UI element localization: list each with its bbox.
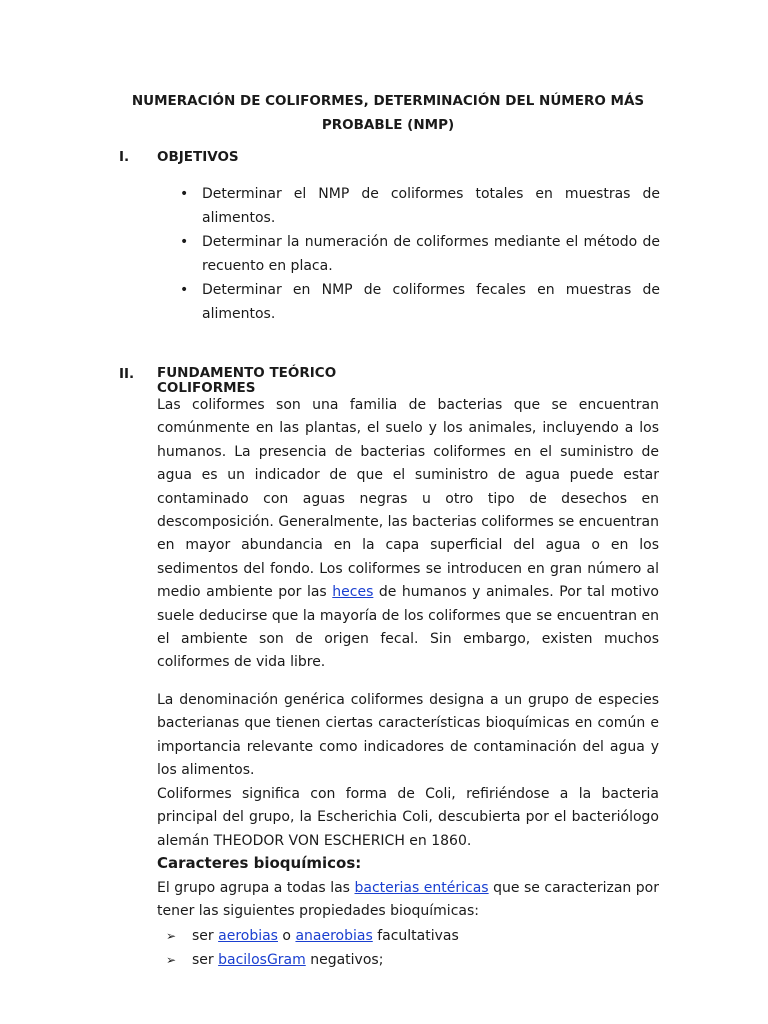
arrow-bullet-icon: ➢ [166,953,177,967]
section-2-title: FUNDAMENTO TEÓRICO [157,365,337,381]
list-item: • Determinar el NMP de coliformes totales en muestras de alimentos. [174,182,660,230]
arrow-bullet-icon: ➢ [166,929,177,943]
link-gram[interactable]: Gram [266,952,306,968]
paragraph-denominacion: La denominación genérica coliformes designa a un grupo de especies bacterianas que tienen ciertas características bioquímicas en común e importancia relevante como indicadores de contaminación del agua y los alimentos. [157,692,659,779]
list-item: • Determinar en NMP de coliformes fecales en muestras de alimentos. [174,278,660,326]
section-2-heading [157,366,336,396]
link-bacilos[interactable]: bacilos [218,952,267,968]
link-bacterias-entericas[interactable]: bacterias entéricas [354,880,489,896]
list-item: ➢ ser aerobias o anaerobias facultativas [166,924,459,948]
list-item: • Determinar la numeración de coliformes mediante el método de recuento en placa. [174,230,660,278]
bullet-icon: • [180,282,189,298]
objectives-list [174,182,660,326]
properties-list [166,924,459,972]
paragraph-significado: Coliformes significa con forma de Coli, refiriéndose a la bacteria principal del grupo, la Escherichia Coli, descubierta por el bacteriólogo alemán THEODOR VON ESCHERICH en 1860. [157,786,659,849]
bullet-icon: • [180,186,189,202]
title-line-2: PROBABLE (NMP) [321,117,455,133]
link-anaerobias[interactable]: anaerobias [295,928,373,944]
section-1-number: I. [119,149,130,165]
paragraph-grupo: El grupo agrupa a todas las bacterias entéricas que se caracterizan por tener las siguientes propiedades bioquímicas: [157,880,660,920]
bullet-icon: • [180,234,189,250]
paragraph-coliformes: Las coliformes son una familia de bacterias que se encuentran comúnmente en las plantas, el suelo y los animales, incluyendo a los humanos. La presencia de bacterias coliformes en el suministro de agua es un indicador de que el suministro de agua puede estar contaminado con aguas negras u otro tipo de desechos en descomposición. Generalmente, las bacterias coliformes se encuentran en mayor abundancia en la capa superficial del agua o en los sedimentos del fondo. Los coliformes se introducen en gran número al medio ambiente por las heces de humanos y animales. Por tal motivo suele deducirse que la mayoría de los coliformes que se encuentran en el ambiente son de origen fecal. Sin embargo, existen muchos coliformes de vida libre. [157,397,659,671]
list-item: ➢ ser bacilosGram negativos; [166,948,459,972]
section-2-number: II. [119,366,135,382]
section-2-subtitle: COLIFORMES [157,380,256,396]
title-line-1: NUMERACIÓN DE COLIFORMES, DETERMINACIÓN DEL NÚMERO MÁS [131,93,645,109]
caracteres-heading: Caracteres bioquímicos: [157,854,362,872]
link-aerobias[interactable]: aerobias [218,928,278,944]
document-title [110,89,666,137]
link-heces[interactable]: heces [332,584,374,601]
section-1-title: OBJETIVOS [157,149,239,165]
